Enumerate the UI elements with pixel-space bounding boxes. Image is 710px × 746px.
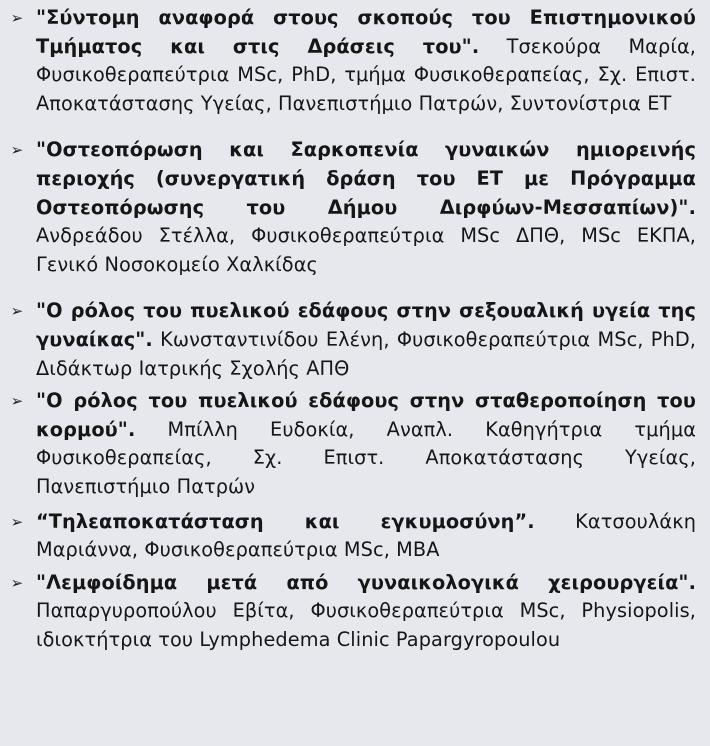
talk-speaker: Κατσουλάκη Μαριάννα, Φυσικοθεραπεύτρια MSc, MBA xyxy=(36,509,697,562)
list-item xyxy=(6,508,696,565)
talk-speaker: Μπίλλη Ευδοκία, Αναπλ. Καθηγήτρια τμήμα Φυσικοθεραπείας, Σχ. Επιστ. Αποκατάστασης Υγείας, Πανεπιστήμιο Πατρών xyxy=(36,417,696,498)
list-item xyxy=(6,569,696,655)
arrow-bullet-icon: ➢ xyxy=(10,512,24,531)
talk-title: "Ο ρόλος του πυελικού εδάφους στην σταθεροποίηση του κορμού". xyxy=(36,389,696,441)
talk-speaker: Τσεκούρα Μαρία, Φυσικοθεραπεύτρια MSc, PhD, τμήμα Φυσικοθεραπείας, Σχ. Επιστ. Αποκατάστασης Υγείας, Πανεπιστήμιο Πατρών, Συντονίστρια ΕΤ xyxy=(36,34,696,115)
arrow-bullet-icon: ➢ xyxy=(10,9,24,27)
talk-title: "Οστεοπόρωση και Σαρκοπενία γυναικών ημιορεινής περιοχής (συνεργατική δράση του ΕΤ με Πρόγραμμα Οστεοπόρωσης του Δήμου Διρφύων-Μεσσαπίων)". xyxy=(36,138,696,219)
list-item xyxy=(6,387,696,501)
arrow-bullet-icon: ➢ xyxy=(10,302,24,321)
list-item xyxy=(6,297,696,383)
list-item xyxy=(6,136,696,279)
arrow-bullet-icon: ➢ xyxy=(10,141,24,160)
list-item xyxy=(6,4,696,118)
talk-title: "Ο ρόλος του πυελικού εδάφους στην σεξουαλική υγεία της γυναίκας". xyxy=(36,299,696,351)
talk-title: “Τηλεαποκατάσταση και εγκυμοσύνη”. xyxy=(36,509,535,533)
talk-speaker: Κωνσταντινίδου Ελένη, Φυσικοθεραπεύτρια MSc, PhD, Διδάκτωρ Ιατρικής Σχολής ΑΠΘ xyxy=(36,327,697,380)
talk-title: "Λεμφοίδημα μετά από γυναικολογικά χειρουργεία". xyxy=(36,570,696,594)
talk-speaker: Ανδρεάδου Στέλλα, Φυσικοθεραπεύτρια MSc ΔΠΘ, MSc ΕΚΠΑ, Γενικό Νοσοκομείο Χαλκίδας xyxy=(36,224,696,276)
arrow-bullet-icon: ➢ xyxy=(10,392,24,411)
arrow-bullet-icon: ➢ xyxy=(10,573,24,592)
talk-title: "Σύντομη αναφορά στους σκοπούς του Επιστημονικού Τμήματος και στις Δράσεις του". xyxy=(36,6,696,58)
talk-speaker: Παπαργυροπούλου Εβίτα, Φυσικοθεραπεύτρια MSc, Physiopolis, ιδιοκτήτρια του Lymphedema Clinic Papargyropoulou xyxy=(36,599,696,651)
